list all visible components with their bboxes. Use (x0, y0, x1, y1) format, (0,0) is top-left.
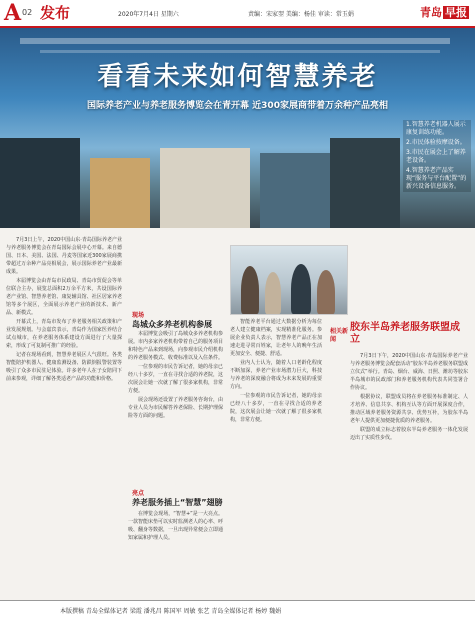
article-paragraph: 开幕式上，青岛市发布了养老服务相关政策和产业发展规划。与会嘉宾表示，青岛作为国家医养结合试点城市，在养老服务体系建设方面进行了大量探索，形成了可复制可推广的经验。 (6, 319, 122, 349)
highlight-subheading (132, 488, 223, 508)
page-header (0, 0, 475, 28)
visitor-figure (291, 264, 311, 314)
smart-care-article (230, 318, 322, 592)
related-news-article (350, 352, 468, 592)
visitor-figure (317, 270, 335, 314)
page-number: 02 (22, 8, 33, 17)
article-paragraph: 本届博览会吸引了岛城众多养老机构参展。市内多家养老机构带着自己的服务项目和特色产品来到现场，向参观市民介绍机构的养老服务模式、收费标准以及入住条件。 (128, 331, 223, 361)
related-news-title: 胶东半岛养老服务联盟成立 (350, 322, 460, 345)
exhibit-booth-shape (0, 138, 80, 228)
photo-caption: 1.智慧养老机器人展示康复训练功能。 (406, 121, 466, 136)
article-paragraph: 记者在现场看到，智慧养老展区人气很旺。各类智能陪护机器人、健康监测设备、防跌倒报警装置等吸引了众多市民驻足体验。许多老年人在子女陪同下前来参观，详细了解各类适老产品的功能和价格。 (6, 352, 122, 382)
article-paragraph: 7月3日上午，2020中国山东·青岛国际养老产业与养老服务博览会在青岛国际会展中心开幕。来自德国、日本、美国、法国、丹麦等国家近300家展商携带超过万余种产品亮相展会，展示国际养老产业最新成果。 (6, 237, 122, 275)
visitor-figure (241, 266, 259, 314)
ceiling-light (40, 50, 440, 53)
subheading-tag: 现场 (132, 312, 145, 319)
article-paragraph: 7月3日下午，2020中国山东·青岛国际养老产业与养老服务博览会配套活动“胶东半岛养老服务联盟成立仪式”举行。青岛、烟台、威海、日照、潍坊等胶东半岛城市的民政部门和养老服务机构代表共同签署合作协议。 (350, 353, 468, 391)
photo-captions (403, 120, 471, 192)
newspaper-logo: 青岛 早报 (420, 6, 467, 19)
exhibit-booth-shape (90, 158, 150, 228)
scene-subheading (132, 310, 212, 330)
photo-caption: 4.智慧养老产品实现“服务与平台配置”的新兴设备信息服务。 (406, 167, 467, 190)
ceiling-light (20, 38, 450, 44)
article-paragraph: 展会现场还设置了养老服务咨询台，由专业人员为市民解答养老保险、长期护理保险等方面的问题。 (128, 397, 223, 419)
page-footer (0, 600, 475, 621)
section-title: 发布 (40, 4, 71, 22)
article-paragraph: 一位参观的市民告诉记者，她的母亲已经八十多岁，一直在寻找合适的养老院，这次展会让她一次就了解了很多家机构，非常方便。 (230, 393, 322, 423)
photo-caption: 2.市民体验按摩设备。 (406, 139, 466, 146)
photo-caption: 3.市民在展会上了解养老设备。 (406, 149, 466, 164)
article-paragraph: 一位参观的市民告诉记者，她的母亲已经八十多岁，一直在寻找合适的养老院，这次展会让她一次就了解了很多家机构，非常方便。 (128, 364, 223, 394)
hero-photo (0, 28, 475, 228)
section-letter: A (4, 0, 22, 26)
highlight-article (128, 510, 223, 592)
exhibition-photo (230, 245, 348, 315)
scene-article (128, 330, 223, 480)
article-paragraph: 在博览会现场，“智慧+”是一大亮点。一款智能床垫可以实时监测老人的心率、呼吸、翻身等数据，一旦出现异常便会立即通知家属和护理人员。 (128, 511, 223, 541)
related-news-label: 相关新闻 (330, 328, 349, 343)
subheading-text: 岛城众多养老机构参展 (132, 320, 212, 329)
article-paragraph: 智能养老平台通过大数据分析为每位老人建立健康档案，实现精准化服务。参展企业负责人表示，智慧养老产品正在加速走进寻常百姓家，让老年人的晚年生活更加安全、便捷、舒适。 (230, 319, 322, 357)
subheading-tag: 亮点 (132, 490, 145, 497)
exhibit-booth-shape (160, 148, 250, 228)
article-paragraph: 联盟的成立标志着胶东半岛养老服务一体化发展迈出了实质性步伐。 (350, 427, 468, 441)
hero-subheadline: 国际养老产业与养老服务博览会在青开幕 近300家展商带着万余种产品亮相 (87, 101, 388, 111)
byline-credits: 本版撰稿 青岛全媒体记者 梁霞 潘兆昌 陈国军 周敏 张艺 青岛全媒体记者 杨婷 魏娟 (60, 608, 282, 615)
article-paragraph: 业内人士认为，随着人口老龄化程度不断加深，养老产业市场潜力巨大，科技与养老的深度融合将成为未来发展的重要方向。 (230, 360, 322, 390)
exhibit-booth-shape (260, 153, 330, 228)
subheading-text: 养老服务插上“智慧”翅膀 (132, 498, 223, 507)
article-paragraph: 根据协议，联盟成员将在养老服务标准制定、人才培养、信息共享、机构互认等方面开展深度合作，推动区域养老服务资源共享、优势互补，为胶东半岛老年人提供更加便捷优质的养老服务。 (350, 394, 468, 424)
hero-headline: 看看未来如何智慧养老 (97, 62, 378, 92)
exhibit-booth-shape (330, 138, 400, 228)
issue-date: 2020年7月4日 星期六 (118, 11, 179, 18)
editor-credits: 责编：宋家翌 美编：杨佳 审读：常玉娟 (248, 11, 354, 18)
lead-article (6, 236, 122, 591)
article-paragraph: 本届博览会由青岛市民政局、青岛市贸促会等单位联合主办，展览总面积2万余平方米，共设国际养老产业馆、智慧养老馆、康复辅具馆、社区居家养老馆等多个展区，全面展示养老产业的新技术、新产品、新模式。 (6, 278, 122, 316)
visitor-figure (265, 272, 281, 314)
